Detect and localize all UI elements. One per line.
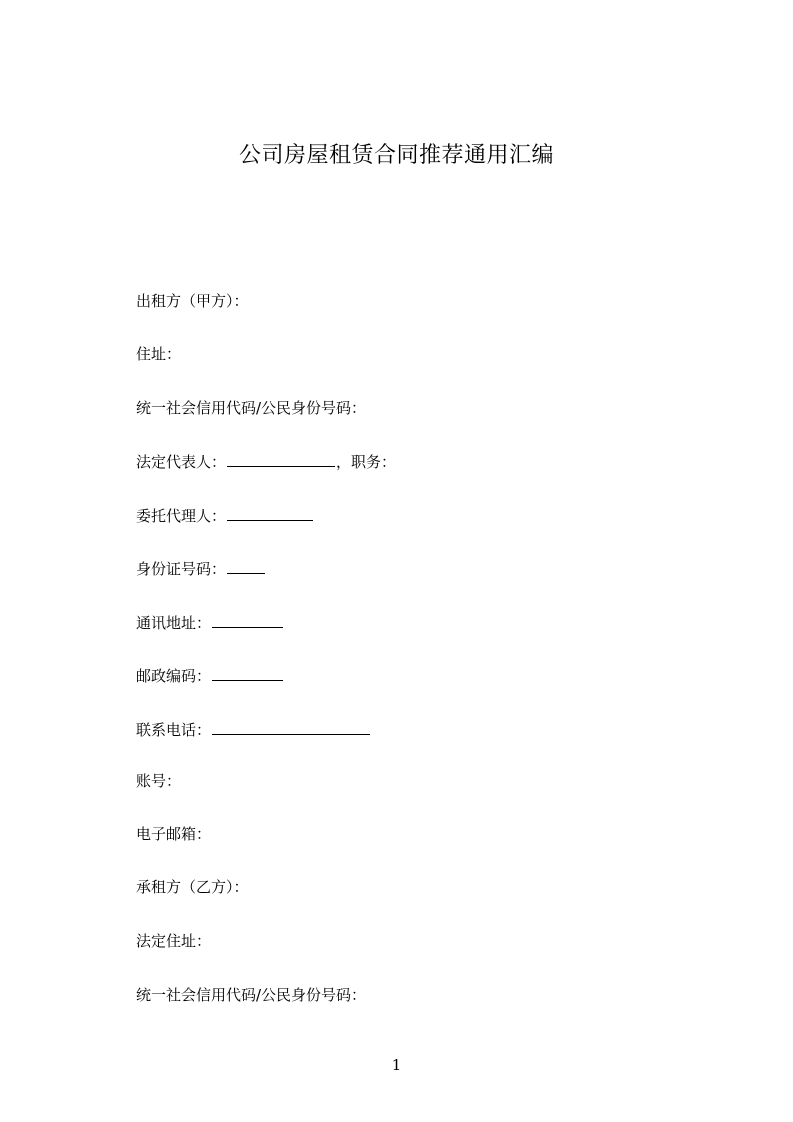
lessor-postal-code-line bbox=[136, 666, 284, 686]
lessor-account-label: 账号： bbox=[136, 772, 182, 790]
id-number-blank[interactable] bbox=[227, 559, 265, 574]
lessor-phone-line bbox=[136, 720, 371, 740]
lessor-postal-code-label: 邮政编码： bbox=[136, 667, 212, 685]
legal-rep-blank[interactable] bbox=[227, 452, 335, 467]
lessee-credit-code-label: 统一社会信用代码/公民身份号码： bbox=[136, 986, 367, 1004]
lessor-phone-label: 联系电话： bbox=[136, 721, 212, 739]
lessor-credit-code-line bbox=[136, 398, 366, 418]
lessor-email-label: 电子邮箱： bbox=[136, 825, 212, 843]
document-title: 公司房屋租赁合同推荐通用汇编 bbox=[238, 143, 554, 168]
lessor-mailing-address-label: 通讯地址： bbox=[136, 614, 212, 632]
lessor-address-line bbox=[136, 344, 181, 364]
lessor-agent-label: 委托代理人： bbox=[136, 507, 227, 525]
lessor-id-number-line bbox=[136, 559, 266, 579]
lessor-account-line bbox=[136, 771, 181, 791]
position-label: ，职务： bbox=[336, 453, 397, 471]
lessor-mailing-address-line bbox=[136, 613, 284, 633]
lessor-email-line bbox=[136, 824, 211, 844]
lessor-address-label: 住址： bbox=[136, 345, 182, 363]
lessor-party-line bbox=[136, 291, 249, 311]
lessor-id-number-label: 身份证号码： bbox=[136, 560, 227, 578]
lessee-party-label: 承租方（乙方）： bbox=[136, 878, 249, 896]
lessee-legal-address-line bbox=[136, 931, 211, 951]
lessor-legal-rep-label: 法定代表人： bbox=[136, 453, 227, 471]
lessor-agent-line bbox=[136, 506, 314, 526]
phone-blank[interactable] bbox=[212, 720, 370, 735]
mailing-address-blank[interactable] bbox=[212, 613, 283, 628]
lessee-credit-code-line bbox=[136, 985, 366, 1005]
page-number: 1 bbox=[391, 1056, 402, 1074]
agent-blank[interactable] bbox=[227, 506, 313, 521]
lessor-credit-code-label: 统一社会信用代码/公民身份号码： bbox=[136, 399, 367, 417]
postal-code-blank[interactable] bbox=[212, 666, 283, 681]
lessor-legal-rep-line bbox=[136, 452, 396, 472]
lessor-party-label: 出租方（甲方）： bbox=[136, 292, 249, 310]
lessee-party-line bbox=[136, 877, 249, 897]
lessee-legal-address-label: 法定住址： bbox=[136, 932, 212, 950]
